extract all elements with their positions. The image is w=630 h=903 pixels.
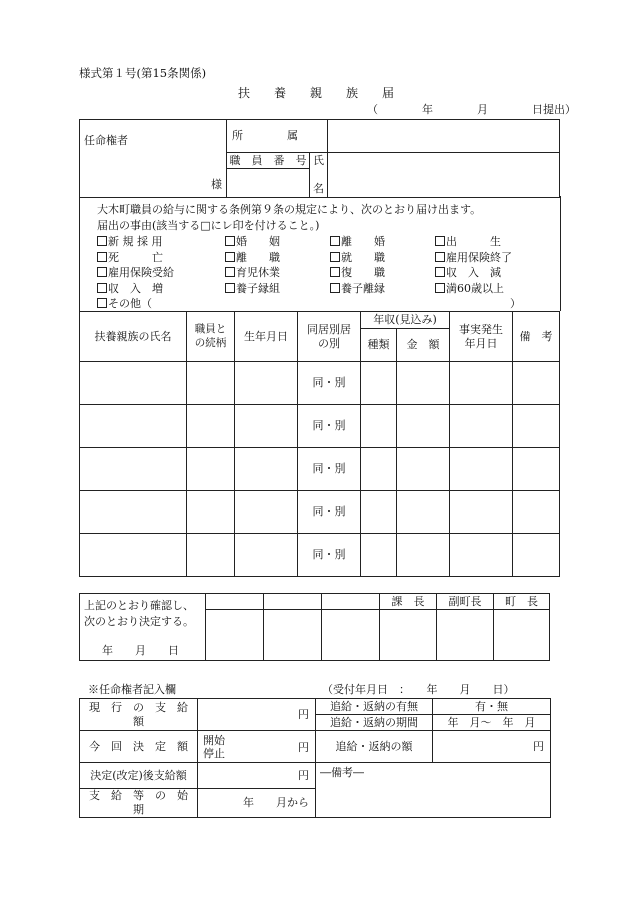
- dep-cohab-cell[interactable]: 同・別: [298, 491, 361, 534]
- checkbox-icon[interactable]: [435, 252, 445, 262]
- dep-cohab-cell[interactable]: 同・別: [298, 405, 361, 448]
- page-title: 扶 養 親 族 届: [238, 86, 395, 100]
- reason-label: 離 職: [236, 250, 280, 264]
- reason-label: 雇用保険終了: [446, 250, 512, 264]
- reason-checkbox[interactable]: [435, 233, 501, 249]
- col-cohab-header: 同居別居の別: [298, 312, 361, 362]
- checkbox-icon[interactable]: [330, 283, 340, 293]
- start-period-field[interactable]: 年 月から: [198, 789, 316, 818]
- current-pay-label: 現 行 の 支 給 額: [80, 699, 198, 731]
- fuku-cho-stamp-box[interactable]: [437, 610, 494, 661]
- current-pay-field[interactable]: 円: [198, 699, 316, 731]
- reason-label: 養子離縁: [341, 281, 385, 295]
- reason-checkbox[interactable]: [225, 280, 280, 296]
- reason-checkbox[interactable]: [225, 233, 280, 249]
- dep-note-cell[interactable]: [513, 405, 560, 448]
- reason-other-close: ）: [510, 297, 521, 310]
- cho-label: 町 長: [494, 594, 550, 610]
- checkbox-icon[interactable]: [435, 283, 445, 293]
- dep-relation-cell[interactable]: [187, 534, 235, 577]
- reason-checkbox[interactable]: [330, 280, 385, 296]
- pay-table: [79, 698, 551, 818]
- appointer-cell[interactable]: [80, 120, 227, 198]
- dep-name-cell[interactable]: [80, 448, 187, 491]
- reason-label: 死 亡: [108, 250, 163, 264]
- dep-cohab-cell[interactable]: 同・別: [298, 362, 361, 405]
- dep-note-cell[interactable]: [513, 534, 560, 577]
- table-row: [80, 534, 560, 577]
- col-income-amount-header: 金 額: [397, 329, 450, 362]
- ka-cho-stamp-box[interactable]: [380, 610, 437, 661]
- reason-label: 収 入 増: [108, 281, 163, 295]
- extra-yn-label: 追給・返納の有無: [316, 699, 433, 715]
- department-label: 所 属: [227, 120, 328, 153]
- table-row: [80, 405, 560, 448]
- dependents-table: [79, 311, 560, 577]
- dep-birth-cell[interactable]: [235, 491, 298, 534]
- dep-income-amount-cell[interactable]: [397, 448, 450, 491]
- reason-checkbox[interactable]: [97, 280, 163, 296]
- after-decision-field[interactable]: 円: [198, 763, 316, 789]
- cho-stamp-box[interactable]: [494, 610, 550, 661]
- reason-label: 収 入 減: [446, 266, 501, 279]
- dep-income-type-cell[interactable]: [361, 491, 397, 534]
- confirm-text-2: 次のとおり決定する。: [84, 615, 194, 628]
- reason-checkbox-other[interactable]: [97, 295, 152, 311]
- dep-income-amount-cell[interactable]: [397, 362, 450, 405]
- checkbox-icon[interactable]: [225, 236, 235, 246]
- reason-checkbox[interactable]: [435, 264, 501, 280]
- dep-name-cell[interactable]: [80, 362, 187, 405]
- dep-relation-cell[interactable]: [187, 362, 235, 405]
- appointer-section-heading: ※任命権者記入欄: [88, 683, 176, 696]
- reason-checkbox[interactable]: [225, 264, 280, 280]
- col-event-date-header: 事実発生年月日: [450, 312, 513, 362]
- table-row: [80, 491, 560, 534]
- checkbox-icon[interactable]: [97, 252, 107, 262]
- dep-relation-cell[interactable]: [187, 491, 235, 534]
- dep-name-cell[interactable]: [80, 405, 187, 448]
- table-row: [80, 362, 560, 405]
- stamp-header-blank: [264, 594, 322, 610]
- approval-table: [79, 593, 550, 661]
- dep-name-cell[interactable]: [80, 491, 187, 534]
- intro-text: 大木町職員の給与に関する条例第９条の規定により、次のとおり届け出ます。: [97, 203, 482, 216]
- dep-cohab-cell[interactable]: 同・別: [298, 448, 361, 491]
- dep-name-cell[interactable]: [80, 534, 187, 577]
- checkbox-icon[interactable]: [435, 267, 445, 277]
- appointer-label: 任命権者: [84, 134, 128, 147]
- form-number: 様式第１号(第15条関係): [79, 66, 207, 80]
- checkbox-icon[interactable]: [330, 267, 340, 277]
- staff-no-label: 職 員 番 号: [227, 153, 310, 169]
- start-period-label: 支 給 等 の 始 期: [80, 789, 198, 818]
- reason-label: 就 職: [341, 250, 385, 264]
- reason-checkbox[interactable]: [330, 233, 385, 249]
- remarks-label: ―備考―: [320, 766, 364, 779]
- col-income-type-header: 種類: [361, 329, 397, 362]
- stamp-box[interactable]: [206, 610, 264, 661]
- yen-label: 円: [298, 741, 309, 754]
- sama-label: 様: [211, 178, 222, 191]
- extra-amount-field[interactable]: 円: [433, 731, 551, 763]
- dep-income-type-cell[interactable]: [361, 362, 397, 405]
- checkbox-icon[interactable]: [97, 267, 107, 277]
- name-field[interactable]: [328, 153, 560, 198]
- checkbox-icon[interactable]: [330, 252, 340, 262]
- identity-table: [79, 119, 560, 198]
- checkbox-icon[interactable]: [435, 236, 445, 246]
- start-label: 開始: [203, 734, 225, 747]
- reason-checkbox[interactable]: [330, 264, 385, 280]
- confirm-text-1: 上記のとおり確認し、: [84, 599, 194, 612]
- reason-checkbox[interactable]: [97, 264, 174, 280]
- reason-label: 離 婚: [341, 235, 385, 248]
- remarks-field[interactable]: [316, 763, 551, 818]
- dep-income-amount-cell[interactable]: [397, 491, 450, 534]
- fuku-cho-label: 副町長: [437, 594, 494, 610]
- dep-birth-cell[interactable]: [235, 405, 298, 448]
- reason-label: 雇用保険受給: [108, 266, 174, 279]
- extra-period-value[interactable]: 年 月～ 年 月: [433, 715, 551, 731]
- reason-label: 婚 姻: [236, 235, 280, 248]
- checkbox-icon[interactable]: [225, 267, 235, 277]
- reason-checkbox[interactable]: [225, 249, 280, 265]
- this-decision-label: 今 回 決 定 額: [80, 731, 198, 763]
- dep-relation-cell[interactable]: [187, 405, 235, 448]
- dep-birth-cell[interactable]: [235, 362, 298, 405]
- name-label-1: 氏: [313, 154, 324, 168]
- col-name-header: 扶養親族の氏名: [80, 312, 187, 362]
- reason-checkbox[interactable]: [435, 249, 512, 265]
- checkbox-icon[interactable]: [330, 236, 340, 246]
- reason-label: 復 職: [341, 266, 385, 279]
- dep-event-cell[interactable]: [450, 448, 513, 491]
- col-income-header: 年収(見込み): [361, 312, 450, 329]
- ka-cho-label: 課 長: [380, 594, 437, 610]
- extra-amount-label: 追給・返納の額: [316, 731, 433, 763]
- reason-heading: 届出の事由(該当する□にレ印を付けること。): [97, 219, 320, 232]
- department-field[interactable]: [328, 120, 560, 153]
- col-relation-header: 職員との続柄: [187, 312, 235, 362]
- dep-event-cell[interactable]: [450, 534, 513, 577]
- checkbox-icon[interactable]: [225, 252, 235, 262]
- stamp-box[interactable]: [322, 610, 380, 661]
- name-label-2: 名: [313, 181, 324, 195]
- confirm-cell: [80, 594, 206, 661]
- dep-income-type-cell[interactable]: [361, 405, 397, 448]
- after-decision-label: 決定(改定)後支給額: [80, 763, 198, 789]
- checkbox-icon[interactable]: [97, 283, 107, 293]
- col-birth-header: 生年月日: [235, 312, 298, 362]
- dep-relation-cell[interactable]: [187, 448, 235, 491]
- dep-income-amount-cell[interactable]: [397, 405, 450, 448]
- name-label: [310, 153, 328, 198]
- submit-date[interactable]: （ 年 月 日提出）: [367, 103, 576, 116]
- dep-cohab-cell[interactable]: 同・別: [298, 534, 361, 577]
- dep-note-cell[interactable]: [513, 491, 560, 534]
- reason-checkbox[interactable]: [97, 233, 163, 249]
- dep-note-cell[interactable]: [513, 448, 560, 491]
- staff-no-field[interactable]: [227, 169, 310, 198]
- checkbox-icon[interactable]: [225, 283, 235, 293]
- this-decision-field[interactable]: [198, 731, 316, 763]
- reason-label: 養子縁組: [236, 281, 280, 295]
- dep-income-type-cell[interactable]: [361, 448, 397, 491]
- dep-birth-cell[interactable]: [235, 448, 298, 491]
- reason-label: 出 生: [446, 235, 501, 248]
- dep-event-cell[interactable]: [450, 405, 513, 448]
- reason-checkbox[interactable]: [330, 249, 385, 265]
- extra-period-label: 追給・返納の期間: [316, 715, 433, 731]
- dep-event-cell[interactable]: [450, 491, 513, 534]
- col-note-header: 備 考: [513, 312, 560, 362]
- stamp-header-blank: [322, 594, 380, 610]
- reason-checkbox[interactable]: [97, 249, 163, 265]
- stamp-header-blank: [206, 594, 264, 610]
- reason-label: 育児休業: [236, 266, 280, 279]
- stamp-box[interactable]: [264, 610, 322, 661]
- reason-checkbox[interactable]: [435, 280, 504, 296]
- reason-label: 新 規 採 用: [108, 235, 163, 248]
- confirm-date[interactable]: 年 月 日: [102, 644, 179, 657]
- reason-label: 満60歳以上: [446, 281, 504, 295]
- dep-income-amount-cell[interactable]: [397, 534, 450, 577]
- extra-yn-value[interactable]: 有・無: [433, 699, 551, 715]
- dep-income-type-cell[interactable]: [361, 534, 397, 577]
- checkbox-icon[interactable]: [97, 236, 107, 246]
- stop-label: 停止: [203, 747, 225, 760]
- dep-birth-cell[interactable]: [235, 534, 298, 577]
- dep-event-cell[interactable]: [450, 362, 513, 405]
- checkbox-icon[interactable]: [97, 298, 107, 308]
- reason-label: その他（: [108, 297, 152, 310]
- reception-date[interactable]: （受付年月日 ： 年 月 日）: [322, 683, 515, 696]
- table-row: [80, 448, 560, 491]
- dep-note-cell[interactable]: [513, 362, 560, 405]
- reason-grid: [97, 233, 537, 311]
